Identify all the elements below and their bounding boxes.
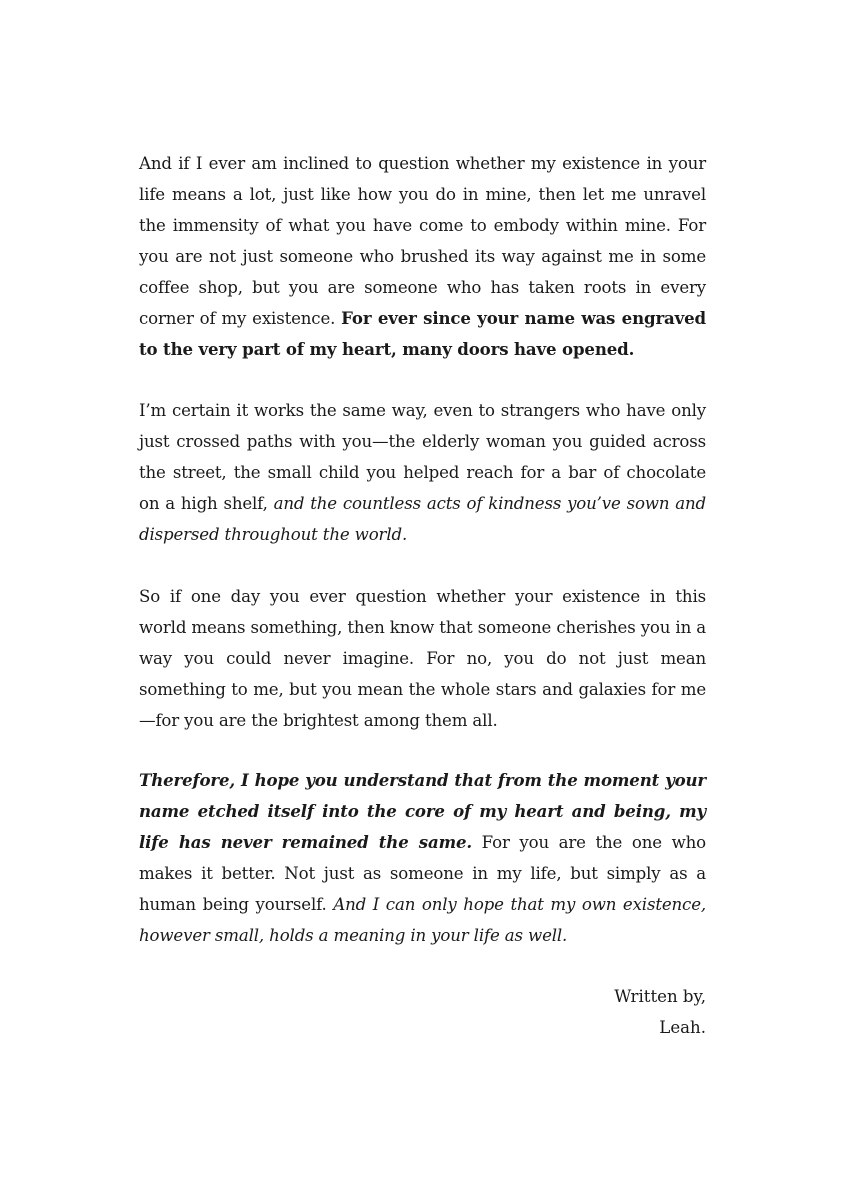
signature-line-written-by: Written by,	[614, 987, 706, 1006]
paragraph-1	[139, 148, 706, 365]
signature	[614, 981, 706, 1043]
paragraph-3-text: So if one day you ever question whether your existence in this world means something, then know that someone cherishes you in a way you could never imagine. For no, you do not just mean something to me, but you mean the whole stars and galaxies for me—for you are the brightest among them all.	[139, 587, 706, 730]
paragraph-1-bold-text: For ever since your name was engraved to the very part of my heart, many doors have opened.	[139, 308, 706, 359]
paragraph-2-text: I’m certain it works the same way, even to strangers who have only just crossed paths with you—the elderly woman you guided across the street, the small child you helped reach for a bar of chocolate on a high shelf,	[139, 401, 706, 513]
signature-author-name: Leah.	[659, 1018, 706, 1037]
paragraph-2-italic-text: and the countless acts of kindness you’ve sown and dispersed throughout the world.	[139, 494, 706, 544]
paragraph-4-bold-italic-text: Therefore, I hope you understand that from the moment your name etched itself into the core of my heart and being, my life has never remained the same.	[139, 770, 706, 852]
paragraph-4-text: For you are the one who makes it better. Not just as someone in my life, but simply as a human being yourself.	[139, 833, 707, 914]
paragraph-3	[139, 581, 706, 736]
paragraph-1-text: And if I ever am inclined to question whether my existence in your life means a lot, just like how you do in mine, then let me unravel the immensity of what you have come to embody within mine. For you are not just someone who brushed its way against me in some coffee shop, but you are someone who has taken roots in every corner of my existence.	[139, 154, 706, 328]
paragraph-4	[139, 765, 706, 951]
paragraph-4-italic-text: And I can only hope that my own existence, however small, holds a meaning in your life as well.	[139, 895, 706, 945]
paragraph-2	[139, 395, 706, 550]
